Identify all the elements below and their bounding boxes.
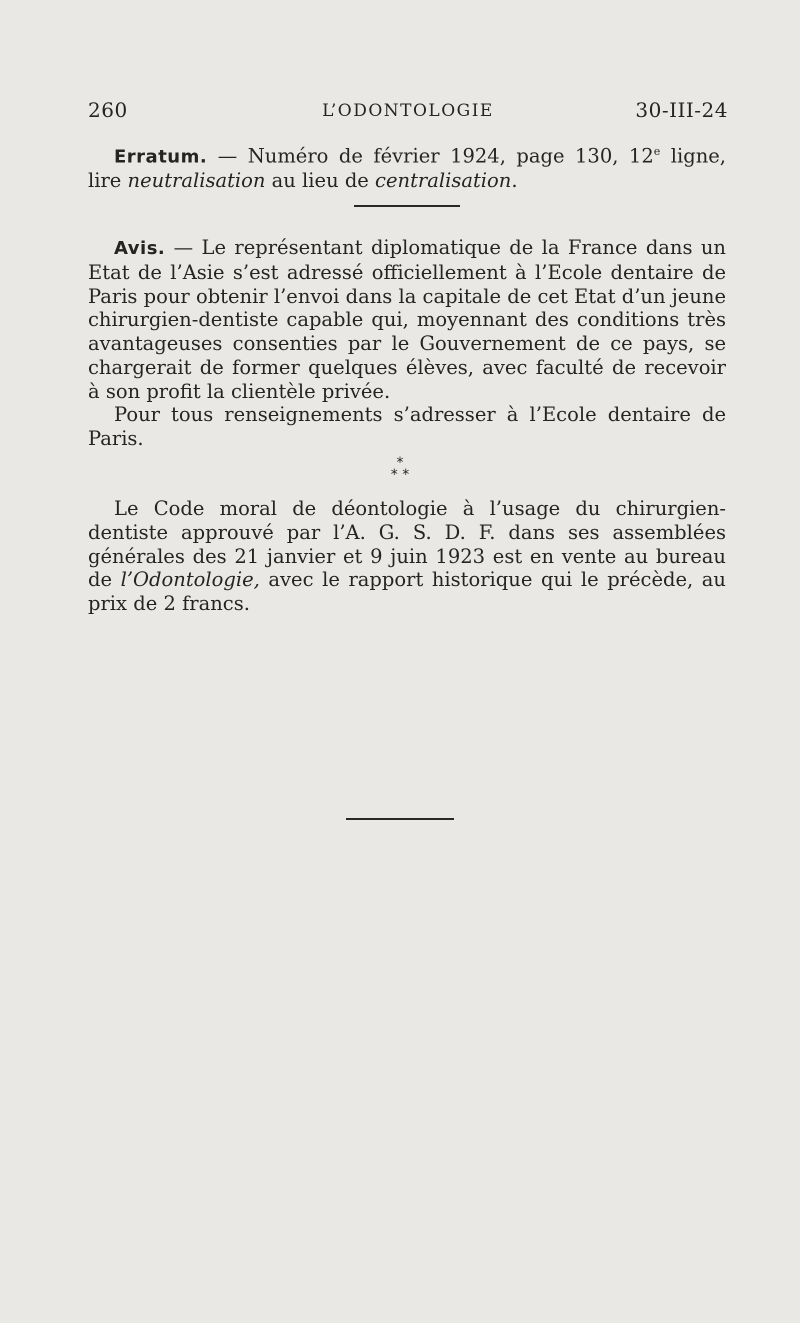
code-moral-text: Le Code moral de déontologie à l’usage du chirurgien-dentiste approuvé par l’A. G. S. D. F. dans ses assemblées générales des 21 janvier et 9 juin 1923 est en vente au bureau de	[88, 497, 726, 592]
avis-text: — Le représentant diplomatique de la France dans un Etat de l’Asie s’est adressé officiellement à l’Ecole dentaire de Paris pour obtenir l’envoi dans la capitale de cet Etat d’un jeune chirurgien-dentiste capable qui, moyennant des conditions très avantageuses consenties par le Gouvernement de ce pays, se chargerait de former quelques élèves, avec faculté de recevoir à son profit la clientèle privée.	[88, 236, 726, 403]
issue-date: 30-III-24	[635, 98, 728, 122]
avis-followup-paragraph: Pour tous renseignements s’adresser à l’Ecole dentaire de Paris.	[88, 403, 726, 450]
running-title: L’ODONTOLOGIE	[322, 101, 494, 121]
asterism-top-star: *	[396, 455, 404, 471]
end-divider	[346, 818, 454, 820]
section-divider	[354, 205, 460, 207]
erratum-text-3: au lieu de	[265, 169, 376, 193]
avis-paragraph	[88, 236, 726, 404]
avis-label: Avis.	[114, 238, 166, 259]
publication-title: l’Odontologie,	[120, 568, 260, 592]
asterism-separator	[0, 457, 800, 481]
asterism-bottom-stars: * *	[390, 467, 410, 483]
erratum-wrong-word: centralisation	[375, 169, 512, 193]
erratum-text: — Numéro de février 1924, page 130, 12	[207, 144, 654, 168]
erratum-correct-word: neutralisation	[127, 169, 266, 193]
page-header	[88, 98, 728, 126]
erratum-superscript: e	[653, 145, 661, 158]
erratum-paragraph	[88, 140, 726, 193]
erratum-label: Erratum.	[114, 146, 208, 168]
code-moral-paragraph	[88, 497, 726, 616]
page-number: 260	[88, 98, 128, 122]
erratum-text-4: .	[511, 169, 518, 193]
code-moral-text-2: avec le rapport historique qui le précède, au prix de 2 francs.	[88, 568, 726, 616]
erratum-text-2: ligne, lire	[88, 144, 726, 193]
